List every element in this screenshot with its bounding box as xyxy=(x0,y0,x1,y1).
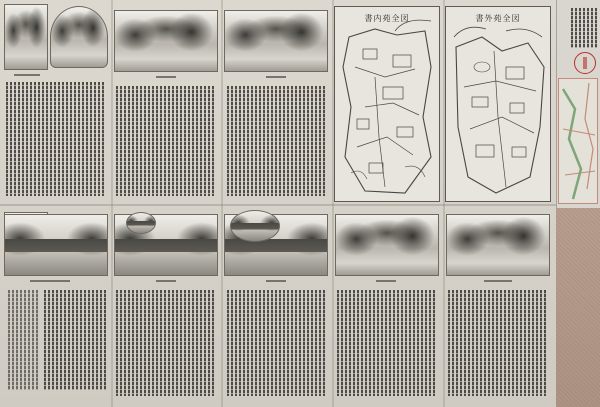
text-column xyxy=(448,290,548,396)
map-outer-garden xyxy=(445,6,551,202)
photo-garden-vignette xyxy=(50,6,108,68)
cover-route-drawing xyxy=(559,79,598,204)
text-column xyxy=(116,86,216,196)
photo-caption xyxy=(376,280,396,282)
photo-caption xyxy=(14,74,40,76)
photo-shrine-approach xyxy=(114,10,218,72)
text-column xyxy=(337,290,437,396)
text-column xyxy=(116,290,216,396)
text-column xyxy=(227,86,327,196)
map-outer-drawing xyxy=(446,7,551,202)
map-inner-garden xyxy=(334,6,440,202)
photo-inset-oval xyxy=(230,210,280,242)
photo-gate-in-woods xyxy=(335,214,439,276)
photo-trees xyxy=(4,4,48,70)
fold-line-horizontal xyxy=(0,204,556,206)
cover-back-panel xyxy=(556,208,600,407)
photo-caption xyxy=(266,280,286,282)
map-title: 書内苑全図 xyxy=(364,14,410,23)
photo-caption xyxy=(484,280,512,282)
photo-inset-oval xyxy=(126,212,156,234)
photo-avenue-trees xyxy=(446,214,550,276)
text-column xyxy=(6,82,106,196)
map-inner-drawing xyxy=(335,7,440,202)
cover-route-map xyxy=(558,78,598,204)
photo-caption xyxy=(266,76,286,78)
photo-caption xyxy=(156,76,176,78)
photo-caption xyxy=(156,280,176,282)
photo-museum-building xyxy=(4,214,108,276)
cover-title-text xyxy=(571,8,597,48)
red-seal-icon xyxy=(574,52,596,74)
photo-caption xyxy=(30,280,70,282)
text-column xyxy=(44,290,106,390)
photo-torii-path xyxy=(224,10,328,72)
text-column xyxy=(227,290,327,396)
text-column xyxy=(8,290,38,390)
map-title: 書外苑全図 xyxy=(475,14,521,23)
